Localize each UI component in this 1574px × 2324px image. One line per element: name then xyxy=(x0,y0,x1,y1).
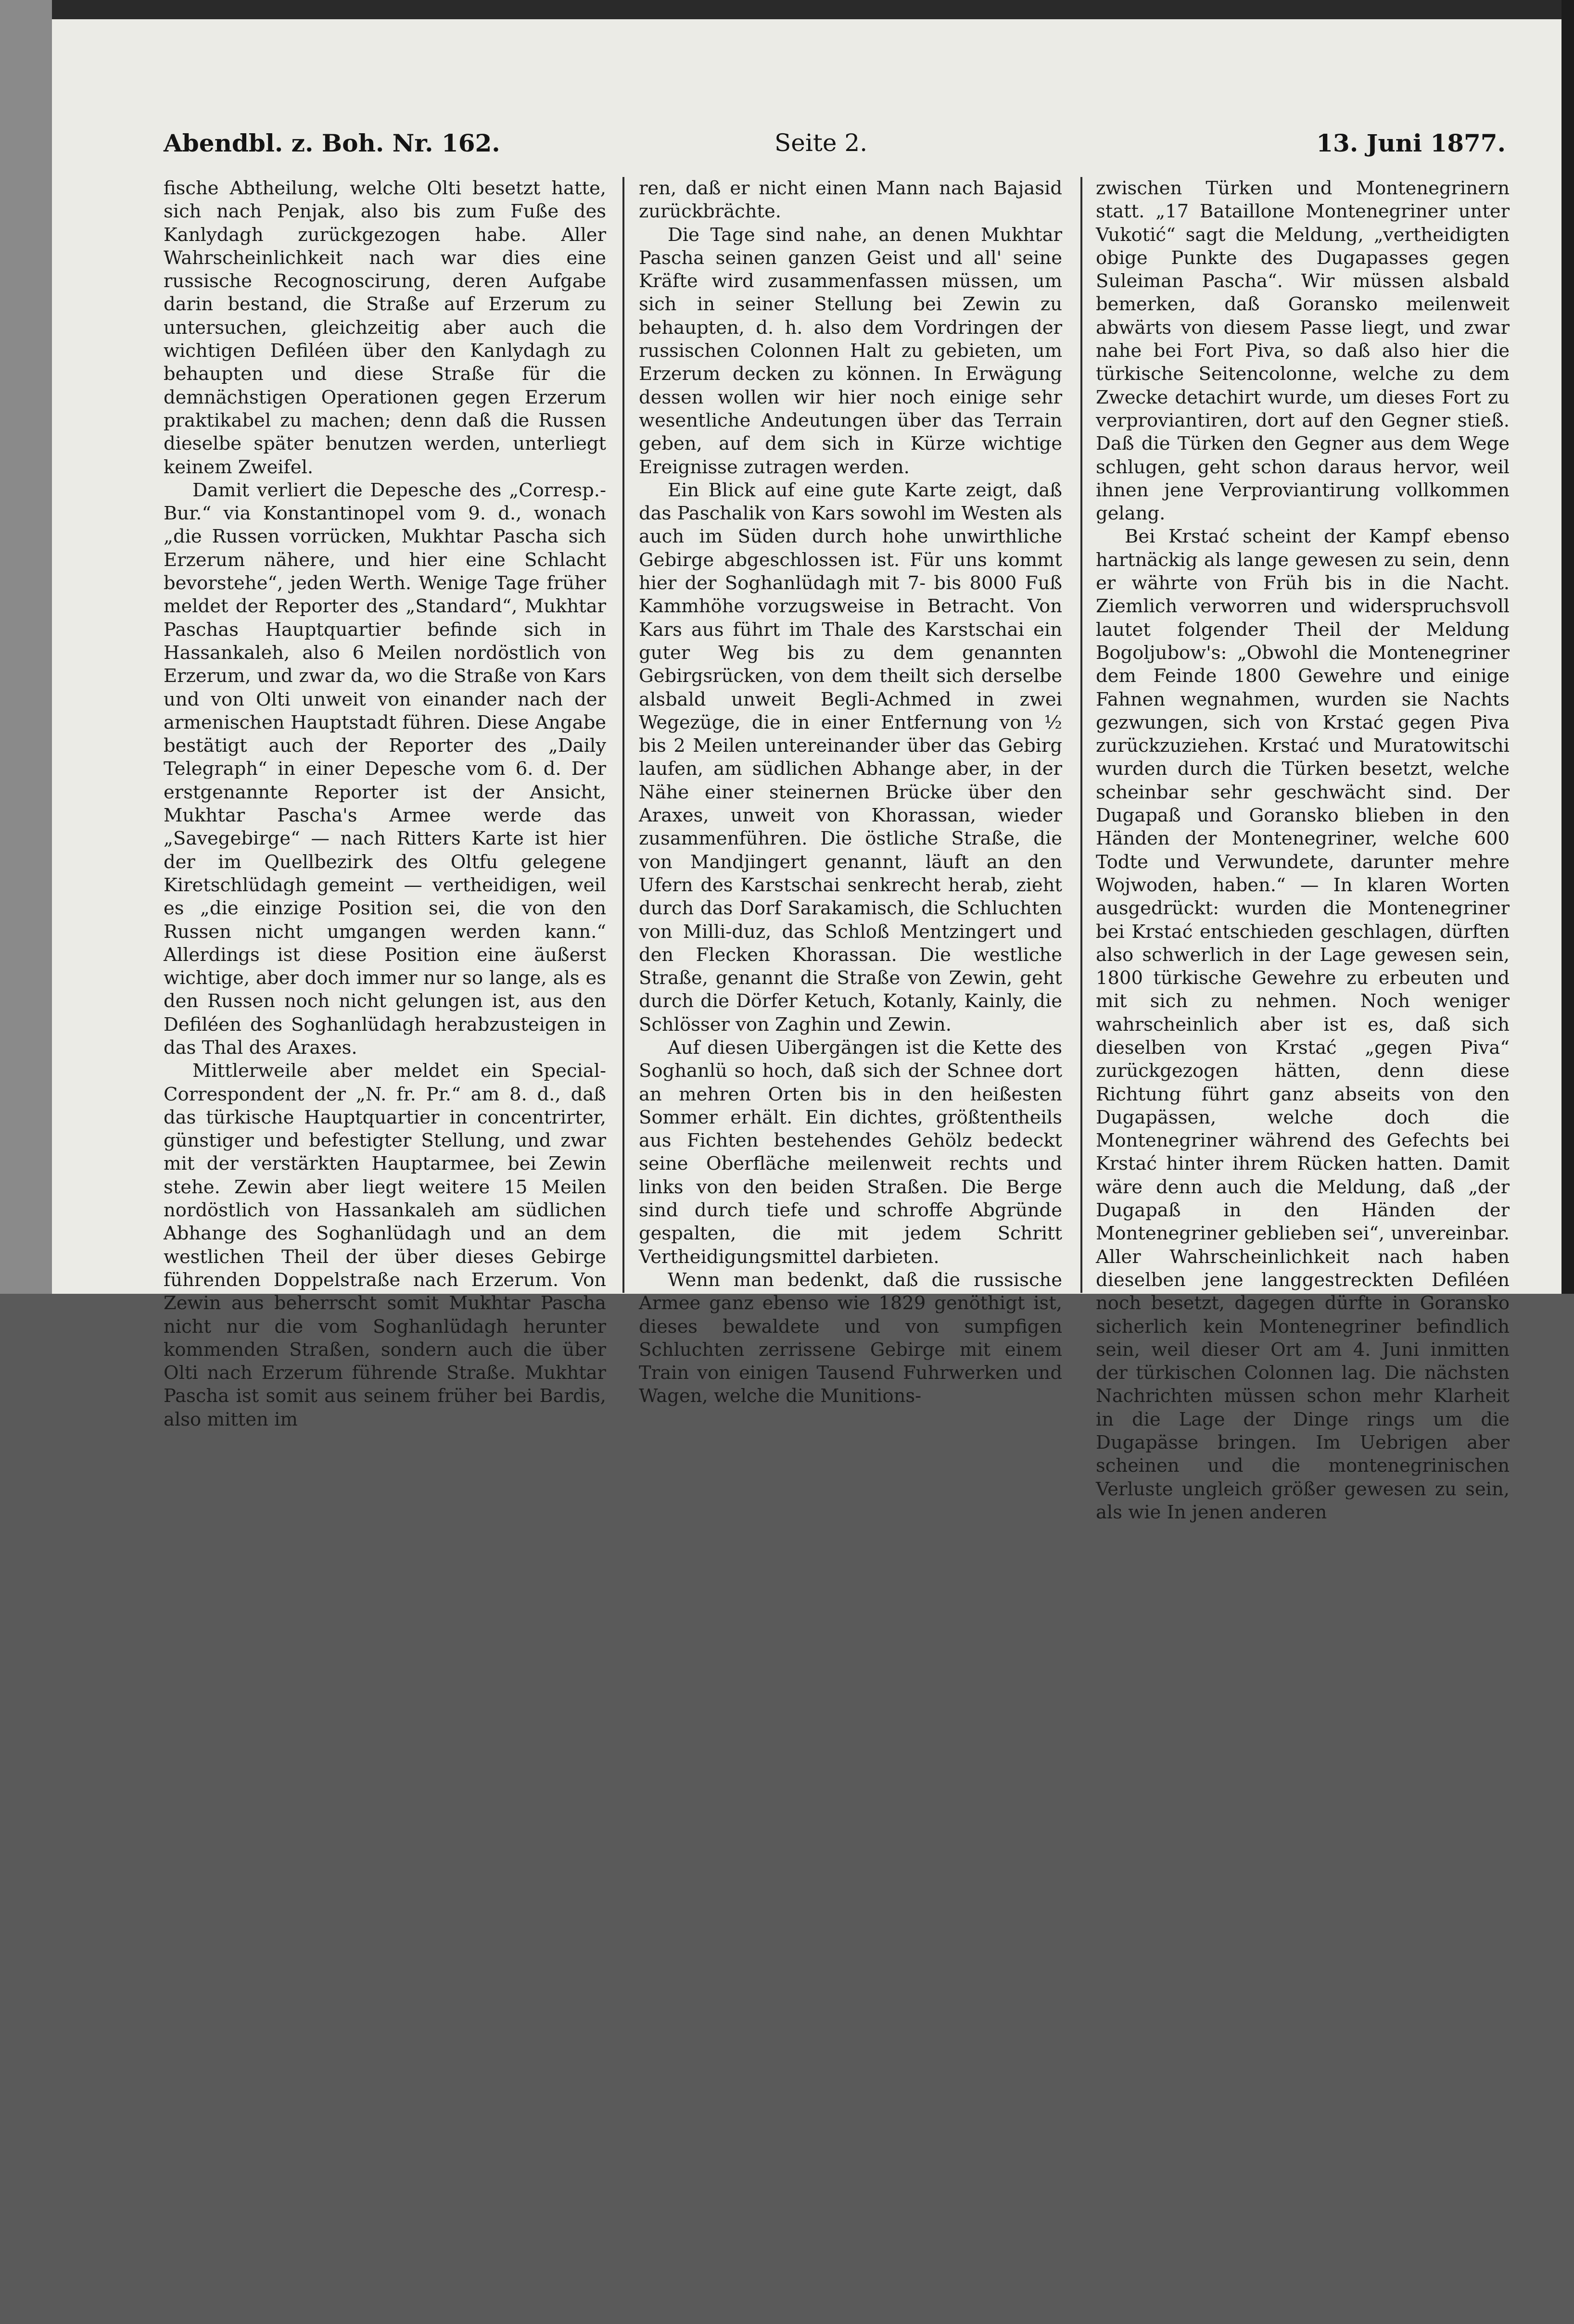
page-header xyxy=(164,110,1506,163)
column-1-paragraph: fische Abtheilung, welche Olti besetzt hatte, sich nach Penjak, also bis zum Fuße des Kanlydagh zurückgezogen habe. Aller Wahrscheinlichkeit nach war dies eine russische Recognoscirung, deren Aufgabe darin bestand, die Straße auf Erzerum zu untersuchen, gleichzeitig aber auch die wichtigen Defiléen über den Kanlydagh zu behaupten und diese Straße für die demnächstigen Operationen gegen Erzerum praktikabel zu machen; denn daß die Russen dieselbe später benutzen werden, unterliegt keinem Zweifel. xyxy=(164,177,606,478)
column-2-paragraph: Wenn man bedenkt, daß die russische Armee ganz ebenso wie 1829 genöthigt ist, dieses bewaldete und von sumpfigen Schluchten zerrissene Gebirge mit einem Train von einigen Tausend Fuhrwerken und Wagen, welche die Munitions- xyxy=(639,1269,1062,1407)
column-3-paragraph: zwischen Türken und Montenegrinern statt. „17 Bataillone Montenegriner unter Vukotić“ sagt die Meldung, „vertheidigten obige Punkte des Dugapasses gegen Suleiman Pascha“. Wir müssen alsbald bemerken, daß Goransko meilenweit abwärts von diesem Passe liegt, und zwar nahe bei Fort Piva, so daß also hier die türkische Seitencolonne, welche zu dem Zwecke detachirt wurde, um dieses Fort zu verproviantiren, dort auf den Gegner stieß. Daß die Türken den Gegner aus dem Wege schlugen, geht schon daraus hervor, weil ihnen jene Verproviantirung vollkommen gelang. xyxy=(1096,177,1510,525)
column-3-paragraph: Bei Krstać scheint der Kampf ebenso hartnäckig als lange gewesen zu sein, denn er währte von Früh bis in die Nacht. Ziemlich verworren und widerspruchsvoll lautet folgender Theil der Meldung Bogoljubow's: „Obwohl die Montenegriner dem Feinde 1800 Gewehre und einige Fahnen wegnahmen, wurden sie Nachts gezwungen, sich von Krstać gegen Piva zurückzuziehen. Krstać und Muratowitschi wurden durch die Türken besetzt, welche scheinbar sehr geschwächt sind. Der Dugapaß und Goransko blieben in den Händen der Montenegriner, welche 600 Todte und Verwundete, darunter mehre Wojwoden, haben.“ — In klaren Worten ausgedrückt: wurden die Montenegriner bei Krstać entschieden geschlagen, dürften also schwerlich in der Lage gewesen sein, 1800 türkische Gewehre zu erbeuten und mit sich zu nehmen. Noch weniger wahrscheinlich aber ist es, daß sich dieselben von Krstać „gegen Piva“ zurückgezogen hätten, denn diese Richtung führt ganz abseits von den Dugapässen, welche doch die Montenegriner während des Gefechts bei Krstać hinter ihrem Rücken hatten. Damit wäre denn auch die Meldung, daß „der Dugapaß in den Händen der Montenegriner geblieben sei“, unvereinbar. Aller Wahrscheinlichkeit nach haben dieselben jene langgestreckten Defiléen noch besetzt, dagegen dürfte in Goransko sicherlich kein Montenegriner befindlich sein, weil dieser Ort am 4. Juni inmitten der türkischen Colonnen lag. Die nächsten Nachrichten müssen schon mehr Klarheit in die Lage der Dinge rings um die Dugapässe bringen. Im Uebrigen aber scheinen und die montenegrinischen Verluste ungleich größer gewesen zu sein, als wie In jenen anderen xyxy=(1096,526,1510,1523)
scan-top-edge xyxy=(0,0,1574,19)
column-rule-1 xyxy=(622,177,624,1293)
scan-left-edge xyxy=(0,0,52,1294)
column-3 xyxy=(1096,177,1510,1523)
column-2-paragraph: Auf diesen Uibergängen ist die Kette des Soghanlü so hoch, daß sich der Schnee dort an mehren Orten bis in den heißesten Sommer erhält. Ein dichtes, größtentheils aus Fichten bestehendes Gehölz bedeckt seine Oberfläche meilenweit rechts und links von den beiden Straßen. Die Berge sind durch tiefe und schroffe Abgründe gespalten, die mit jedem Schritt Vertheidigungsmittel darbieten. xyxy=(639,1036,1062,1268)
column-2-paragraph: Die Tage sind nahe, an denen Mukhtar Pascha seinen ganzen Geist und all' seine Kräfte wird zusammenfassen müssen, um sich in seiner Stellung bei Zewin zu behaupten, d. h. also dem Vordringen der russischen Colonnen Halt zu gebieten, um Erzerum decken zu können. In Erwägung dessen wollen wir hier noch einige sehr wesentliche Andeutungen über das Terrain geben, auf dem sich in Kürze wichtige Ereignisse zutragen werden. xyxy=(639,224,1062,478)
newspaper-page xyxy=(52,19,1561,1523)
header-date: 13. Juni 1877. xyxy=(1316,129,1506,157)
column-2 xyxy=(639,177,1062,1407)
scan-right-edge xyxy=(1561,0,1574,1294)
column-1-paragraph: Mittlerweile aber meldet ein Special-Correspondent der „N. fr. Pr.“ am 8. d., daß das türkische Hauptquartier in concentrirter, günstiger und befestigter Stellung, und zwar mit der verstärkten Hauptarmee, bei Zewin stehe. Zewin aber liegt weitere 15 Meilen nordöstlich von Hassankaleh am südlichen Abhange des Soghanlüdagh und an dem westlichen Theil der über dieses Gebirge führenden Doppelstraße nach Erzerum. Von Zewin aus beherrscht somit Mukhtar Pascha nicht nur die vom Soghanlüdagh herunter kommenden Straßen, sondern auch die über Olti nach Erzerum führende Straße. Mukhtar Pascha ist somit aus seinem früher bei Bardis, also mitten im xyxy=(164,1060,606,1430)
column-1-paragraph: Damit verliert die Depesche des „Corresp.-Bur.“ via Konstantinopel vom 9. d., wonach „die Russen vorrücken, Mukhtar Pascha sich Erzerum nähere, und hier eine Schlacht bevorstehe“, jeden Werth. Wenige Tage früher meldet der Reporter des „Standard“, Mukhtar Paschas Hauptquartier befinde sich in Hassankaleh, also 6 Meilen nordöstlich von Erzerum, und zwar da, wo die Straße von Kars und von Olti unweit von einander nach der armenischen Hauptstadt führen. Diese Angabe bestätigt auch der Reporter des „Daily Telegraph“ in einer Depesche vom 6. d. Der erstgenannte Reporter ist der Ansicht, Mukhtar Pascha's Armee werde das „Savegebirge“ — nach Ritters Karte ist hier der im Quellbezirk des Oltfu gelegene Kiretschlüdagh gemeint — vertheidigen, weil es „die einzige Position sei, die von den Russen nicht umgangen werden kann.“ Allerdings ist diese Position eine äußerst wichtige, aber doch immer nur so lange, als es den Russen noch nicht gelungen ist, aus den Defiléen des Soghanlüdagh herabzusteigen in das Thal des Araxes. xyxy=(164,479,606,1059)
column-1 xyxy=(164,177,606,1430)
header-issue: Abendbl. z. Boh. Nr. 162. xyxy=(164,129,500,157)
column-2-paragraph: ren, daß er nicht einen Mann nach Bajasid zurückbrächte. xyxy=(639,177,1062,223)
column-rule-2 xyxy=(1080,177,1082,1293)
header-page-number: Seite 2. xyxy=(774,129,868,157)
column-2-paragraph: Ein Blick auf eine gute Karte zeigt, daß das Paschalik von Kars sowohl im Westen als auch im Süden durch hohe unwirthliche Gebirge abgeschlossen ist. Für uns kommt hier der Soghanlüdagh mit 7- bis 8000 Fuß Kammhöhe vorzugsweise in Betracht. Von Kars aus führt im Thale des Karstschai ein guter Weg bis zu dem genannten Gebirgsrücken, von dem theilt sich derselbe alsbald unweit Begli-Achmed in zwei Wegezüge, die in einer Entfernung von ½ bis 2 Meilen untereinander über das Gebirg laufen, am südlichen Abhange aber, in der Nähe einer steinernen Brücke über den Araxes, unweit von Khorassan, wieder zusammenführen. Die östliche Straße, die von Mandjingert genannt, läuft an den Ufern des Karstschai senkrecht herab, zieht durch das Dorf Sarakamisch, die Schluchten von Milli-duz, das Schloß Mentzingert und den Flecken Khorassan. Die westliche Straße, genannt die Straße von Zewin, geht durch die Dörfer Ketuch, Kotanly, Kainly, die Schlösser von Zaghin und Zewin. xyxy=(639,479,1062,1036)
